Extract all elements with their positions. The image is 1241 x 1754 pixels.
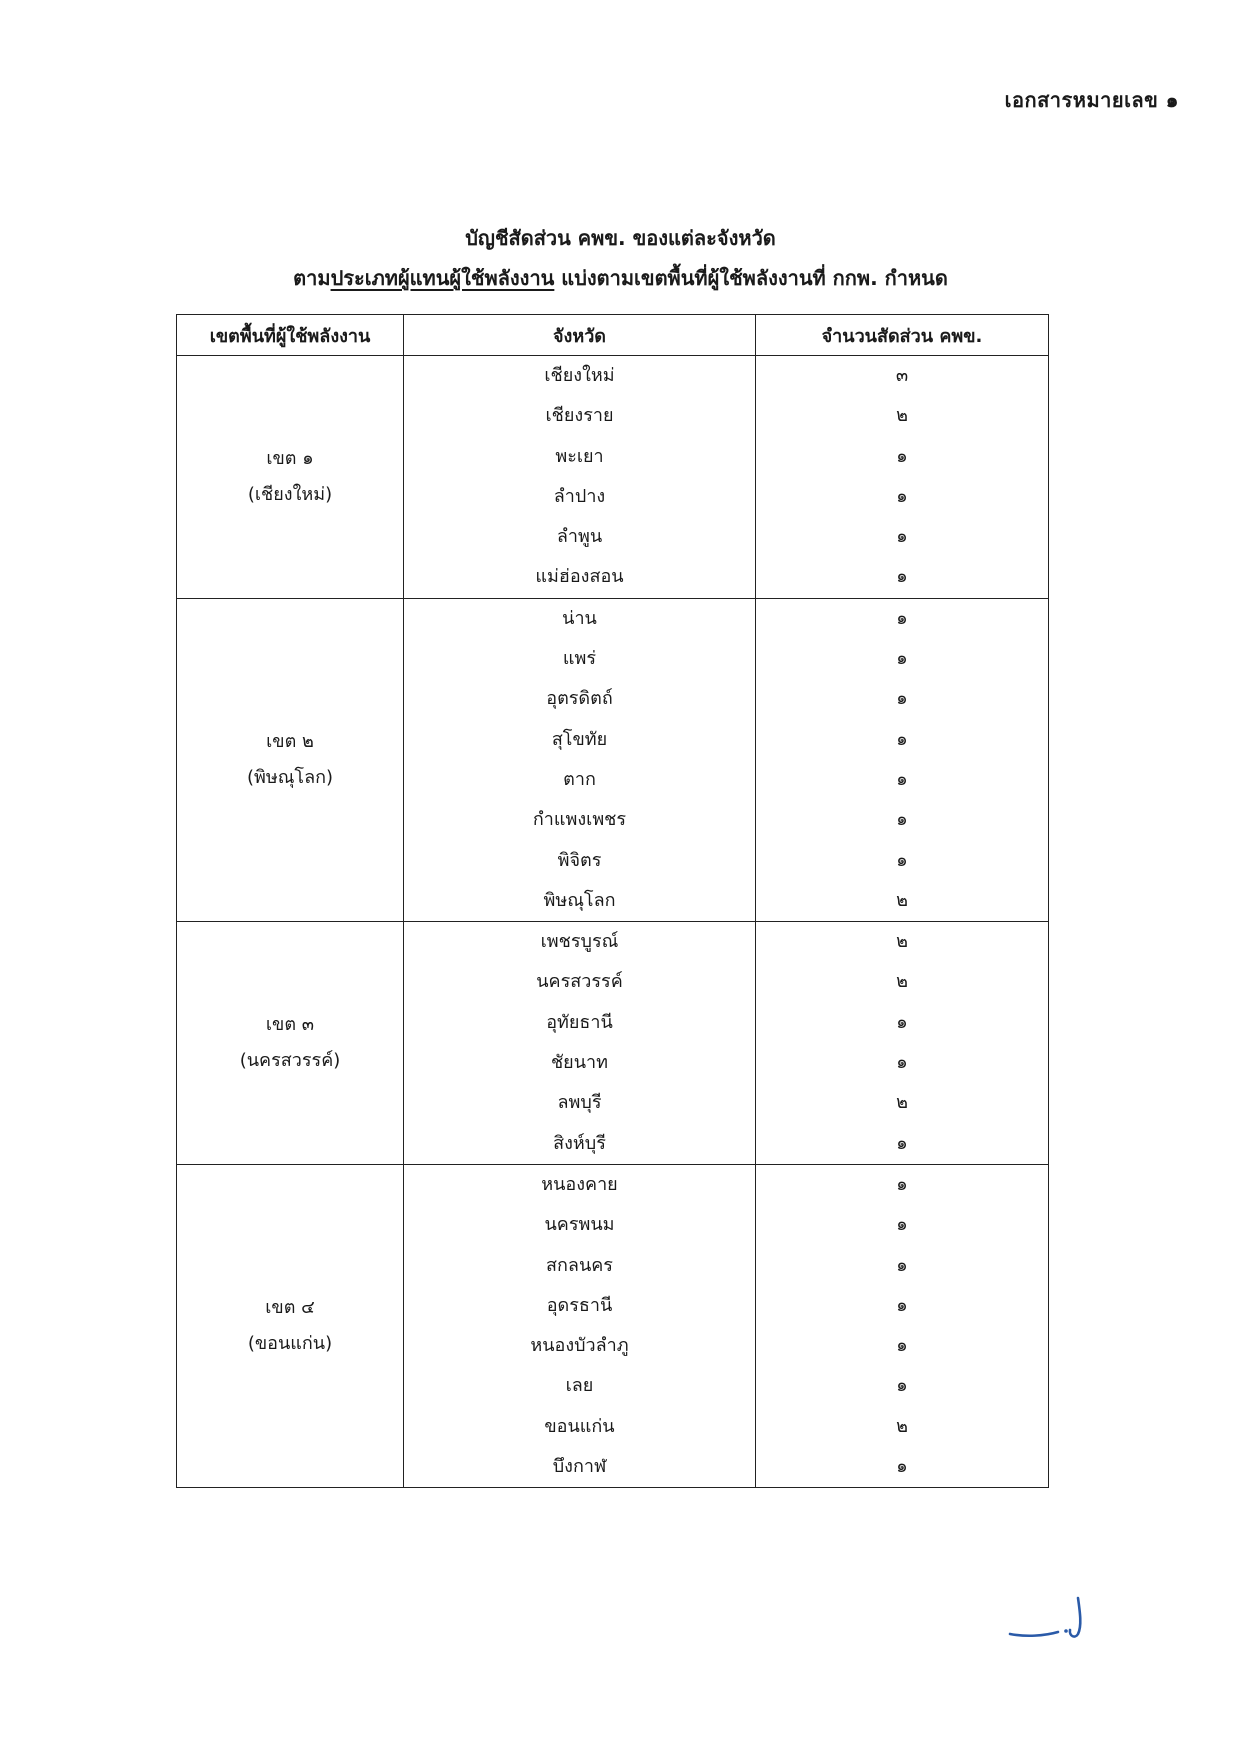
quota-count: ๑ [896,1052,908,1074]
province-name: ลำพูน [556,526,603,548]
quota-count: ๑ [896,1214,908,1236]
title-line-2-suffix: แบ่งตามเขตพื้นที่ผู้ใช้พลังงานที่ กกพ. กำหนด [554,266,948,290]
quota-count: ๒ [896,1092,908,1114]
header-province: จังหวัด [404,315,756,356]
province-name: ลำปาง [553,485,606,507]
zone-cell [177,356,404,599]
quota-count: ๒ [896,889,908,911]
province-name: ขอนแก่น [544,1415,615,1437]
zone-label: เขต ๑ [266,447,314,469]
province-name: เชียงใหม่ [544,365,615,386]
quota-count: ๑ [896,1335,908,1357]
zone-group-row [177,922,1049,1165]
quota-count: ๑ [896,849,908,871]
count-cell [756,356,1049,599]
province-name: เชียงราย [545,405,614,427]
quota-count: ๒ [896,1415,908,1437]
province-name: แพร่ [562,648,597,670]
title-line-1: บัญชีสัดส่วน คพข. ของแต่ละจังหวัด [465,226,776,250]
quota-count: ๑ [896,526,908,548]
document-number: เอกสารหมายเลข ๑ [1004,88,1179,112]
province-name: ตาก [563,768,596,790]
quota-count: ๓ [895,365,909,386]
province-cell [404,598,756,921]
province-name: อุดรธานี [546,1294,613,1316]
quota-count: ๑ [896,1456,908,1478]
province-name: ชัยนาท [550,1052,609,1074]
province-name: อุทัยธานี [546,1011,613,1033]
zone-cell [177,922,404,1165]
title-line-2 [0,258,1241,298]
title-line-2-prefix: ตาม [293,266,331,290]
count-cell [756,598,1049,921]
quota-count: ๑ [896,445,908,467]
province-name: น่าน [562,607,597,629]
quota-count: ๑ [896,1011,908,1033]
zone-center-label: (ขอนแก่น) [247,1333,333,1355]
province-name: พิษณุโลก [543,889,616,911]
zone-center-label: (พิษณุโลก) [246,766,334,788]
province-cell [404,922,756,1165]
province-name: ลพบุรี [557,1092,602,1114]
province-name: บึงกาฬ [552,1456,607,1478]
province-name: เลย [565,1375,594,1397]
zone-center-label: (เชียงใหม่) [247,483,333,505]
quota-count: ๑ [896,607,908,629]
province-name: แม่ฮ่องสอน [535,566,624,588]
quota-count: ๑ [896,648,908,670]
province-cell [404,1164,756,1487]
count-cell [756,922,1049,1165]
quota-count: ๑ [896,1294,908,1316]
quota-count: ๑ [896,768,908,790]
count-cell [756,1164,1049,1487]
signature-icon [1006,1590,1096,1650]
header-zone: เขตพื้นที่ผู้ใช้พลังงาน [177,315,404,356]
province-name: นครพนม [544,1214,615,1236]
province-name: สิงห์บุรี [553,1132,606,1154]
province-name: พะเยา [555,445,604,467]
zone-group-row [177,598,1049,921]
zone-group-row [177,1164,1049,1487]
table-body [177,356,1049,1488]
province-name: เพชรบูรณ์ [540,931,619,953]
quota-count: ๑ [896,566,908,588]
zone-cell [177,1164,404,1487]
quota-count: ๑ [896,728,908,750]
quota-count: ๑ [896,1254,908,1276]
province-name: หนองบัวลำภู [530,1335,629,1357]
quota-count: ๒ [896,931,908,953]
province-cell [404,356,756,599]
quota-count: ๒ [896,971,908,993]
zone-group-row [177,356,1049,599]
quota-count: ๑ [896,688,908,710]
header-count: จำนวนสัดส่วน คพข. [756,315,1049,356]
province-name: สุโขทัย [551,728,608,750]
zone-label: เขต ๒ [266,730,314,752]
zone-center-label: (นครสวรรค์) [239,1050,341,1072]
quota-count: ๑ [896,1375,908,1397]
province-name: นครสวรรค์ [536,971,623,993]
quota-count: ๒ [896,405,908,427]
quota-count: ๑ [896,1173,908,1195]
quota-count: ๑ [896,1132,908,1154]
quota-table [176,314,1049,1488]
province-name: พิจิตร [557,849,602,871]
province-name: หนองคาย [541,1173,618,1195]
title-line-2-underlined: ประเภทผู้แทนผู้ใช้พลังงาน [330,266,555,290]
document-title [0,218,1241,298]
quota-count: ๑ [896,809,908,831]
province-name: อุตรดิตถ์ [546,688,613,710]
zone-cell [177,598,404,921]
zone-label: เขต ๓ [265,1014,315,1036]
province-name: สกลนคร [546,1254,613,1276]
zone-label: เขต ๔ [265,1297,315,1319]
province-name: กำแพงเพชร [532,809,627,831]
quota-count: ๑ [896,485,908,507]
table-header-row [177,315,1049,356]
